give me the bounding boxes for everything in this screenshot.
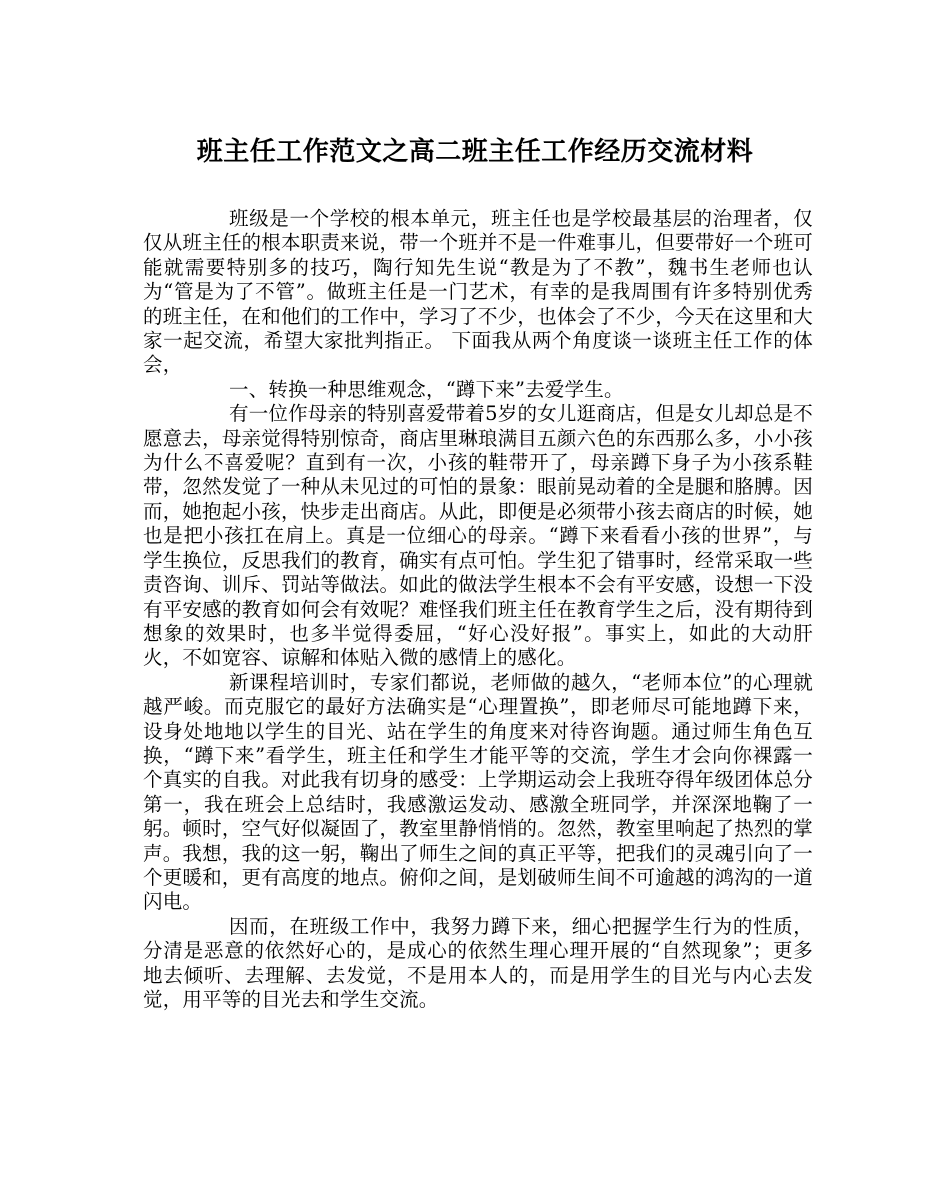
document-title: 班主任工作范文之高二班主任工作经历交流材料 — [196, 137, 754, 167]
paragraph-story: 有一位作母亲的特别喜爱带着5岁的女儿逛商店，但是女儿却总是不愿意去，母亲觉得特别惊奇，商店里琳琅满目五颜六色的东西那么多，小小孩为什么不喜爱呢？直到有一次，小孩的鞋带开了，母亲蹲下身子为小孩系鞋带，忽然发觉了一种从未见过的可怕的景象：眼前晃动着的全是腿和胳膊。因而，她抱起小孩，快步走出商店。从此，即便是必须带小孩去商店的时候，她也是把小孩扛在肩上。真是一位细心的母亲。“蹲下来看看小孩的世界”，与学生换位，反思我们的教育，确实有点可怕。学生犯了错事时，经常采取一些责咨询、训斥、罚站等做法。如此的做法学生根本不会有平安感，设想一下没有平安感的教育如何会有效呢？难怪我们班主任在教育学生之后，没有期待到想象的效果时，也多半觉得委屈，“好心没好报”。事实上，如此的大动肝火，不如宽容、谅解和体贴入微的感情上的感化。 — [143, 402, 813, 670]
paragraph-intro: 班级是一个学校的根本单元，班主任也是学校最基层的治理者，仅仅从班主任的根本职责来说，带一个班并不是一件难事儿，但要带好一个班可能就需要特别多的技巧，陶行知先生说“教是为了不教”，魏书生老师也认为“管是为了不管”。做班主任是一门艺术，有幸的是我周围有许多特别优秀的班主任，在和他们的工作中，学习了不少，也体会了不少，今天在这里和大家一起交流，希望大家批判指正。 下面我从两个角度谈一谈班主任工作的体会， — [143, 207, 813, 377]
paragraph-training: 新课程培训时，专家们都说，老师做的越久，“老师本位”的心理就越严峻。而克服它的最好方法确实是“心理置换”，即老师尽可能地蹲下来，设身处地地以学生的目光、站在学生的角度来对待咨询题。通过师生角色互换，“蹲下来”看学生，班主任和学生才能平等的交流，学生才会向你裸露一个真实的自我。对此我有切身的感受：上学期运动会上我班夺得年级团体总分第一，我在班会上总结时，我感激运发动、感激全班同学，并深深地鞠了一躬。顿时，空气好似凝固了，教室里静悄悄的。忽然，教室里响起了热烈的掌声。我想，我的这一躬，鞠出了师生之间的真正平等，把我们的灵魂引向了一个更暖和，更有高度的地点。俯仰之间，是划破师生间不可逾越的鸿沟的一道闪电。 — [143, 670, 813, 914]
paragraph-heading-1: 一、转换一种思维观念，“蹲下来”去爱学生。 — [229, 377, 624, 401]
paragraph-conclusion: 因而，在班级工作中，我努力蹲下来，细心把握学生行为的性质，分清是恶意的依然好心的，是成心的依然生理心理开展的“自然现象”；更多地去倾听、去理解、去发觉，不是用本人的，而是用学生的目光与内心去发觉，用平等的目光去和学生交流。 — [143, 914, 813, 1011]
document-body — [143, 207, 813, 1012]
